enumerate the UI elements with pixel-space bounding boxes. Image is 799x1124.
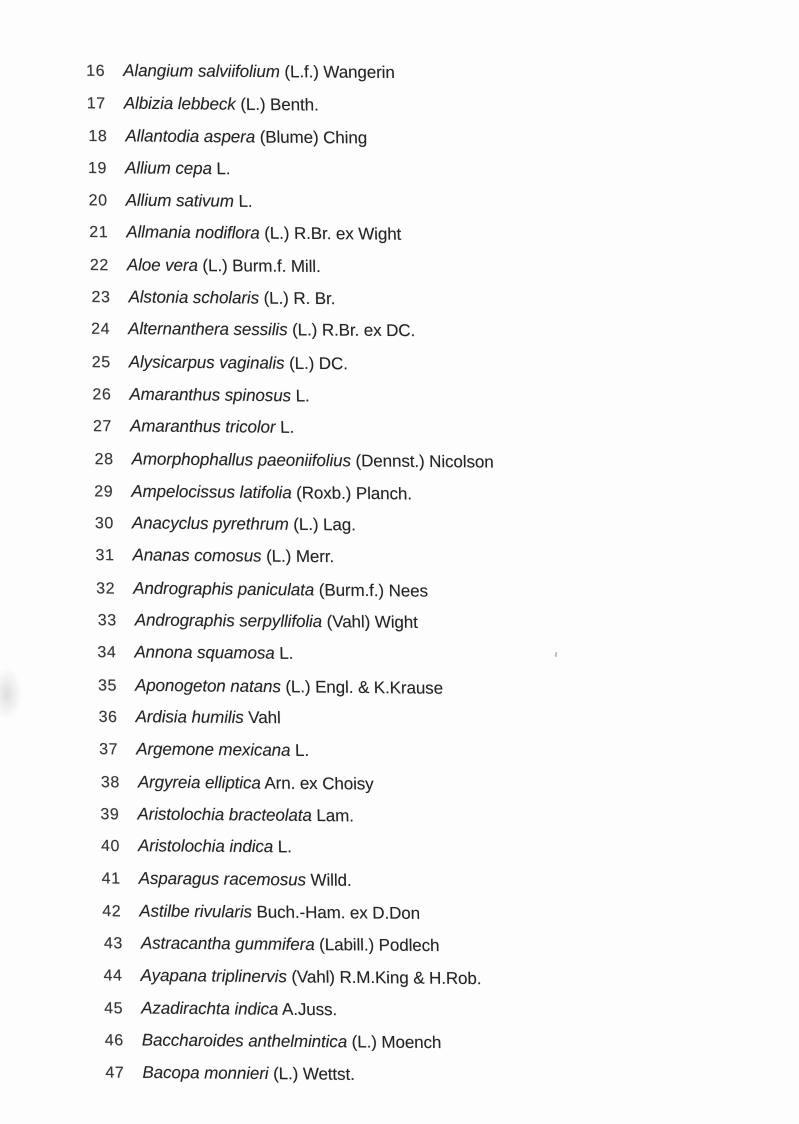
- entry-number: 28: [94, 450, 114, 468]
- entry-number: 35: [97, 677, 118, 695]
- author-citation: (L.f.) Wangerin: [284, 62, 395, 83]
- entry-number: 24: [90, 321, 111, 339]
- entry-number: 31: [95, 547, 115, 565]
- entry-number: 29: [94, 483, 114, 501]
- entry-number: 40: [100, 838, 121, 856]
- entry-text: [130, 417, 294, 438]
- entry-number: 22: [89, 256, 110, 274]
- entry-text: [141, 998, 337, 1020]
- author-citation: (L.) R.Br. ex Wight: [264, 224, 402, 245]
- species-name: Bacopa monnieri: [142, 1063, 269, 1084]
- entry-text: [138, 772, 374, 794]
- list-item: [105, 1030, 746, 1068]
- species-name: Aristolochia indica: [137, 836, 274, 857]
- entry-number: 32: [95, 580, 116, 598]
- list-item: [89, 190, 730, 229]
- entry-text: [142, 1063, 355, 1085]
- entry-text: [135, 675, 443, 698]
- species-name: Anacyclus pyrethrum: [131, 513, 289, 534]
- list-item: [94, 481, 735, 520]
- species-name: Aponogeton natans: [134, 675, 281, 696]
- entry-number: 19: [87, 159, 108, 178]
- author-citation: (L.) DC.: [288, 353, 348, 373]
- entry-number: 27: [92, 418, 113, 436]
- entry-text: [142, 1030, 442, 1053]
- author-citation: (Dennst.) Nicolson: [355, 450, 494, 472]
- author-citation: (Blume) Ching: [259, 127, 368, 148]
- entry-number: 17: [86, 95, 106, 113]
- entry-text: [128, 319, 415, 341]
- author-citation: Vahl: [248, 707, 281, 728]
- species-name: Amorphophallus paeoniifolius: [131, 448, 352, 470]
- species-name: Ampelocissus latifolia: [131, 481, 292, 503]
- author-citation: (Vahl) R.M.King & H.Rob.: [291, 967, 482, 989]
- entry-text: [138, 836, 292, 857]
- species-name: Allium sativum: [125, 190, 235, 211]
- entry-text: [125, 126, 367, 148]
- entry-number: 36: [98, 708, 118, 726]
- entry-text: [137, 804, 354, 826]
- species-name: Alstonia scholaris: [128, 287, 260, 308]
- entry-text: [139, 901, 420, 923]
- author-citation: L.: [216, 159, 231, 179]
- entry-number: 21: [89, 224, 109, 242]
- species-name: Annona squamosa: [134, 642, 275, 664]
- entry-number: 39: [100, 805, 120, 824]
- entry-text: [129, 352, 348, 374]
- author-citation: (L.) Wettst.: [272, 1064, 355, 1085]
- species-name: Argemone mexicana: [136, 739, 291, 761]
- list-item: [95, 546, 736, 584]
- author-citation: L.: [279, 417, 295, 438]
- author-citation: Buch.-Ham. ex D.Don: [256, 902, 421, 923]
- list-item: [103, 966, 744, 1005]
- list-item: [94, 449, 735, 487]
- species-name: Ayapana triplinervis: [140, 966, 287, 987]
- author-citation: (L.) Engl. & K.Krause: [285, 676, 444, 698]
- entry-number: 26: [92, 386, 112, 404]
- list-item: [92, 384, 733, 423]
- author-citation: (Roxb.) Planch.: [296, 483, 413, 504]
- entry-number: 25: [91, 353, 111, 371]
- species-name: Argyreia elliptica: [137, 772, 261, 793]
- species-list: [86, 61, 746, 1100]
- entry-number: 23: [91, 289, 111, 307]
- list-item: [91, 319, 732, 356]
- list-item: [98, 610, 739, 648]
- author-citation: (L.) R.Br. ex DC.: [291, 320, 416, 341]
- entry-number: 33: [97, 612, 117, 630]
- author-citation: Willd.: [310, 870, 352, 891]
- list-item: [101, 836, 742, 873]
- list-item: [86, 61, 727, 98]
- author-citation: (Vahl) Wight: [326, 612, 418, 632]
- species-name: Ananas comosus: [132, 545, 262, 567]
- species-name: Amaranthus spinosus: [129, 384, 292, 406]
- entry-number: 46: [104, 1032, 124, 1050]
- species-name: Astracantha gummifera: [140, 933, 315, 955]
- author-citation: (L.) Merr.: [265, 547, 335, 567]
- entry-text: [131, 449, 493, 472]
- entry-text: [132, 546, 334, 568]
- list-item: [101, 772, 742, 810]
- entry-number: 37: [99, 741, 119, 759]
- entry-number: 30: [94, 515, 115, 533]
- entry-number: 42: [102, 902, 122, 921]
- entry-text: [134, 643, 293, 664]
- species-name: Andrographis serpyllifolia: [134, 610, 323, 632]
- entry-text: [123, 61, 395, 83]
- species-name: Allium cepa: [124, 158, 213, 178]
- list-item: [97, 642, 738, 680]
- species-name: Andrographis paniculata: [132, 578, 315, 600]
- author-citation: A.Juss.: [281, 999, 338, 1019]
- entry-text: [141, 934, 440, 957]
- species-name: Azadirachta indica: [140, 998, 279, 1019]
- entry-number: 16: [86, 62, 106, 80]
- entry-text: [132, 514, 356, 536]
- species-name: Amaranthus tricolor: [129, 416, 276, 437]
- author-citation: (Labill.) Podlech: [319, 935, 440, 956]
- author-citation: (L.) Lag.: [293, 514, 356, 535]
- entry-text: [135, 707, 280, 728]
- author-citation: Arn. ex Choisy: [264, 773, 374, 794]
- species-name: Baccharoides anthelmintica: [141, 1030, 348, 1052]
- list-item: [88, 158, 729, 196]
- entry-number: 47: [105, 1064, 125, 1082]
- author-citation: (L.) R. Br.: [263, 288, 336, 309]
- author-citation: (L.) Burm.f. Mill.: [202, 255, 321, 276]
- entry-number: 38: [100, 773, 121, 791]
- entry-text: [124, 94, 319, 116]
- author-citation: Lam.: [316, 805, 354, 826]
- author-citation: L.: [277, 837, 292, 857]
- author-citation: L.: [279, 644, 294, 664]
- author-citation: L.: [294, 741, 310, 761]
- entry-text: [128, 287, 335, 309]
- scan-smudge-artifact: [0, 668, 22, 720]
- author-citation: (L.) Moench: [351, 1032, 442, 1053]
- species-name: Asparagus racemosus: [138, 869, 307, 890]
- entry-text: [131, 482, 412, 505]
- author-citation: L.: [295, 386, 310, 406]
- list-item: [98, 707, 739, 744]
- list-item: [105, 1063, 746, 1102]
- entry-number: 44: [103, 967, 123, 985]
- entry-number: 43: [103, 935, 124, 953]
- entry-number: 45: [104, 999, 124, 1017]
- species-name: Aloe vera: [126, 255, 199, 275]
- entry-text: [140, 966, 481, 989]
- entry-number: 34: [97, 644, 117, 662]
- species-name: Albizia lebbeck: [123, 93, 236, 115]
- entry-text: [135, 610, 418, 632]
- species-name: Astilbe rivularis: [139, 901, 253, 922]
- list-item: [102, 869, 743, 908]
- author-citation: (Burm.f.) Nees: [318, 580, 429, 601]
- species-name: Allmania nodiflora: [126, 222, 260, 244]
- author-citation: (L.) Benth.: [240, 95, 319, 115]
- species-name: Allantodia aspera: [125, 125, 256, 147]
- entry-text: [126, 223, 401, 245]
- species-name: Alternanthera sessilis: [127, 319, 288, 340]
- entry-text: [126, 191, 253, 212]
- list-item: [88, 126, 729, 164]
- entry-number: 20: [88, 192, 108, 210]
- entry-number: 18: [88, 127, 108, 145]
- entry-text: [129, 385, 310, 407]
- entry-text: [127, 255, 321, 277]
- list-item: [92, 352, 733, 390]
- entry-text: [133, 578, 428, 601]
- species-name: Ardisia humilis: [135, 707, 244, 727]
- author-citation: L.: [238, 191, 253, 212]
- species-name: Alysicarpus vaginalis: [128, 352, 285, 373]
- species-name: Aristolochia bracteolata: [137, 804, 312, 825]
- entry-text: [125, 158, 231, 179]
- entry-text: [139, 869, 352, 891]
- entry-number: 41: [101, 870, 121, 889]
- entry-text: [136, 740, 309, 762]
- species-name: Alangium salviifolium: [122, 61, 280, 82]
